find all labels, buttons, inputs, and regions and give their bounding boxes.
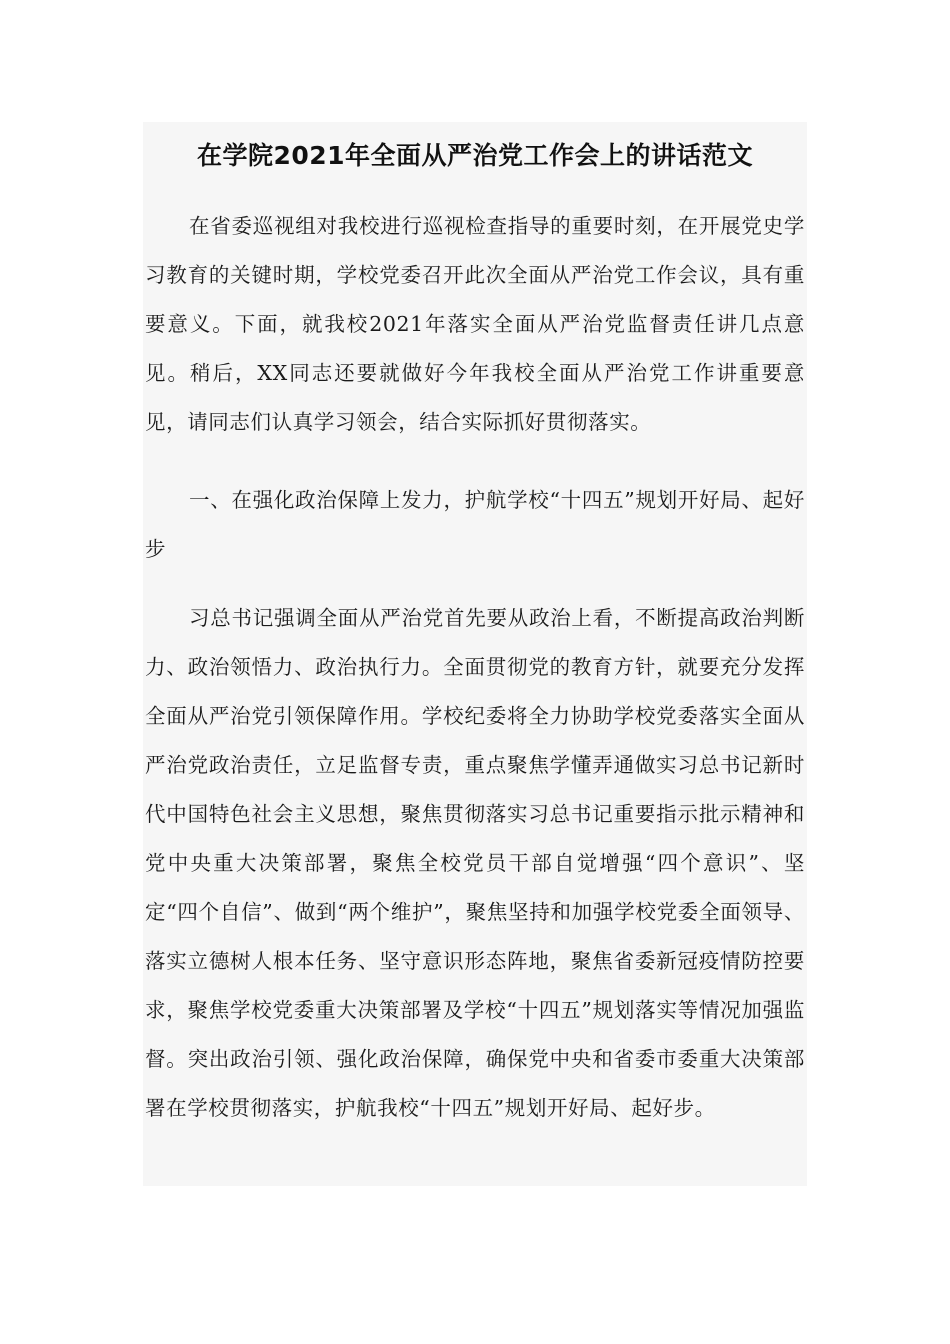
body-paragraph: 习总书记强调全面从严治党首先要从政治上看，不断提高政治判断力、政治领悟力、政治执行力。全面贯彻党的教育方针，就要充分发挥全面从严治党引领保障作用。学校纪委将全力协助学校党委落实全面从严治党政治责任，立足监督专责，重点聚焦学懂弄通做实习总书记新时代中国特色社会主义思想，聚焦贯彻落实习总书记重要指示批示精神和党中央重大决策部署，聚焦全校党员干部自觉增强“四个意识”、坚定“四个自信”、做到“两个维护”，聚焦坚持和加强学校党委全面领导、落实立德树人根本任务、坚守意识形态阵地，聚焦省委新冠疫情防控要求，聚焦学校党委重大决策部署及学校“十四五”规划落实等情况加强监督。突出政治引领、强化政治保障，确保党中央和省委市委重大决策部署在学校贯彻落实，护航我校“十四五”规划开好局、起好步。 — [145, 606, 805, 1120]
section-heading-1: 一、在强化政治保障上发力，护航学校“十四五”规划开好局、起好步 — [145, 488, 805, 561]
intro-paragraph: 在省委巡视组对我校进行巡视检查指导的重要时刻，在开展党史学习教育的关键时期，学校党委召开此次全面从严治党工作会议，具有重要意义。下面，就我校2021年落实全面从严治党监督责任讲几点意见。稍后，XX同志还要就做好今年我校全面从严治党工作讲重要意见，请同志们认真学习领会，结合实际抓好贯彻落实。 — [145, 214, 805, 434]
document-title: 在学院2021年全面从严治党工作会上的讲话范文 — [196, 141, 754, 170]
document-page — [143, 122, 807, 1186]
